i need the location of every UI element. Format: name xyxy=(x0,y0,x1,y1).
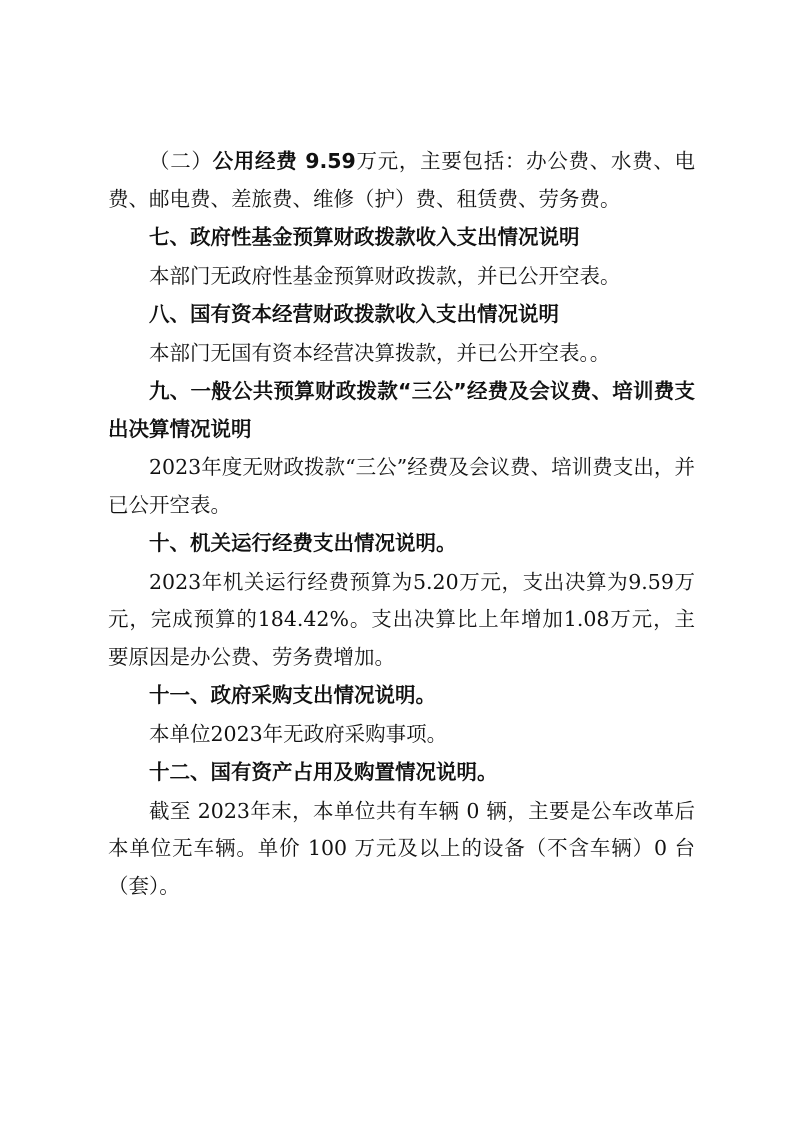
heading-section-9: 九、一般公共预算财政拨款“三公”经费及会议费、培训费支出决算情况说明 xyxy=(108,379,695,441)
paragraph-prefix: （二） xyxy=(149,149,213,173)
paragraph-section-12: 截至 2023年末，本单位共有车辆 0 辆，主要是公车改革后本单位无车辆。单价 100 万元及以上的设备（不含车辆）0 台（套）。 xyxy=(108,798,695,898)
paragraph-section-9: 2023年度无财政拨款“三公”经费及会议费、培训费支出，并已公开空表。 xyxy=(108,455,695,517)
heading-section-12: 十二、国有资产占用及购置情况说明。 xyxy=(149,760,498,784)
paragraph-section-11: 本单位2023年无政府采购事项。 xyxy=(149,721,448,746)
heading-section-7: 七、政府性基金预算财政拨款收入支出情况说明 xyxy=(149,225,580,249)
heading-section-10: 十、机关运行经费支出情况说明。 xyxy=(149,531,457,555)
paragraph-section-7: 本部门无政府性基金预算财政拨款，并已公开空表。 xyxy=(149,263,621,288)
paragraph-text: 万元，主要包括：办公费、水费、电费、邮电费、差旅费、维修（护）费、租赁费、劳务费。 xyxy=(108,149,696,211)
paragraph-public-funds xyxy=(108,143,695,218)
heading-section-11: 十一、政府采购支出情况说明。 xyxy=(149,683,436,707)
paragraph-section-10: 2023年机关运行经费预算为5.20万元，支出决算为9.59万元，完成预算的184.42%。支出决算比上年增加1.08万元，主要原因是办公费、劳务费增加。 xyxy=(108,569,695,669)
document-body xyxy=(108,143,695,905)
paragraph-section-8: 本部门无国有资本经营决算拨款，并已公开空表。。 xyxy=(149,340,611,365)
public-funds-amount: 公用经费 9.59 xyxy=(212,149,356,173)
heading-section-8: 八、国有资本经营财政拨款收入支出情况说明 xyxy=(149,302,559,326)
